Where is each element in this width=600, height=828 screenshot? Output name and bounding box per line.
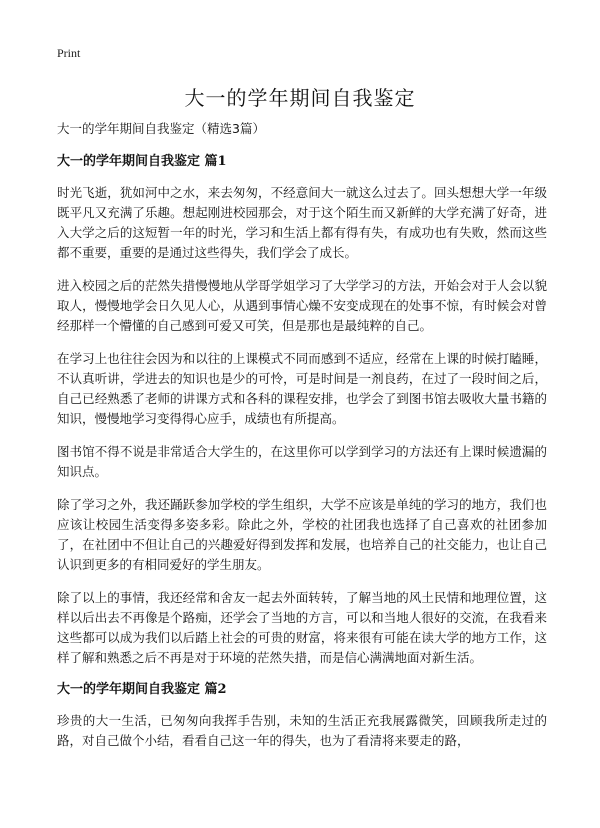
article-subtitle: 大一的学年期间自我鉴定（精选3篇）: [57, 121, 265, 136]
paragraph: 除了以上的事情，我还经常和舍友一起去外面转转，了解当地的风土民情和地理位置，这样以后出去不再像是个路痴，还学会了当地的方言，可以和当地人很好的交流，在我看来这些都可以成为我们以后踏上社会的可贵的财富，将来很有可能在读大学的地方工作，这样了解和熟悉之后不再是对于环境的茫然失措，而是信心满满地面对新生活。: [57, 590, 547, 665]
page-title: 大一的学年期间自我鉴定: [184, 86, 416, 110]
paragraph: 图书馆不得不说是非常适合大学生的，在这里你可以学到学习的方法还有上课时候遗漏的知识点。: [57, 444, 547, 479]
print-link[interactable]: Print: [57, 46, 81, 60]
section-heading-1: 大一的学年期间自我鉴定 篇1: [57, 154, 227, 169]
article-body: [57, 120, 547, 764]
paragraph: 进入校园之后的茫然失措慢慢地从学哥学姐学习了大学学习的方法，开始会对于人会以貌取人，慢慢地学会日久见人心，从遇到事情心燥不安变成现在的处事不惊，有时候会对曾经那样一个懵懂的自己感到可爱又可笑，但是那也是最纯粹的自己。: [57, 278, 547, 333]
paragraph: 在学习上也往往会因为和以往的上课模式不同而感到不适应，经常在上课的时候打瞌睡，不认真听讲，学进去的知识也是少的可怜，可是时间是一剂良药，在过了一段时间之后，自己已经熟悉了老师的讲课方式和各科的课程安排，也学会了到图书馆去吸收大量书籍的知识，慢慢地学习变得得心应手，成绩也有所提高。: [57, 351, 547, 426]
section-heading-2: 大一的学年期间自我鉴定 篇2: [57, 682, 227, 697]
paragraph: 除了学习之外，我还踊跃参加学校的学生组织，大学不应该是单纯的学习的地方，我们也应该让校园生活变得多姿多彩。除此之外，学校的社团我也选择了自己喜欢的社团参加了，在社团中不但让自己的兴趣爱好得到发挥和发展，也培养自己的社交能力，也让自己认识到更多的有相同爱好的学生朋友。: [57, 497, 547, 572]
paragraph: 时光飞逝，犹如河中之水，来去匆匆，不经意间大一就这么过去了。回头想想大学一年级既平凡又充满了乐趣。想起刚进校园那会，对于这个陌生而又新鲜的大学充满了好奇，进入大学之后的这短暂一年的时光，学习和生活上都有得有失，有成功也有失败，然而这些都不重要，重要的是通过这些得失，我们学会了成长。: [57, 185, 547, 260]
paragraph: 珍贵的大一生活，已匆匆向我挥手告别，未知的生活正充我展露微笑，回顾我所走过的路，对自己做个小结，看看自己这一年的得失，也为了看清将来要走的路，: [57, 713, 547, 748]
